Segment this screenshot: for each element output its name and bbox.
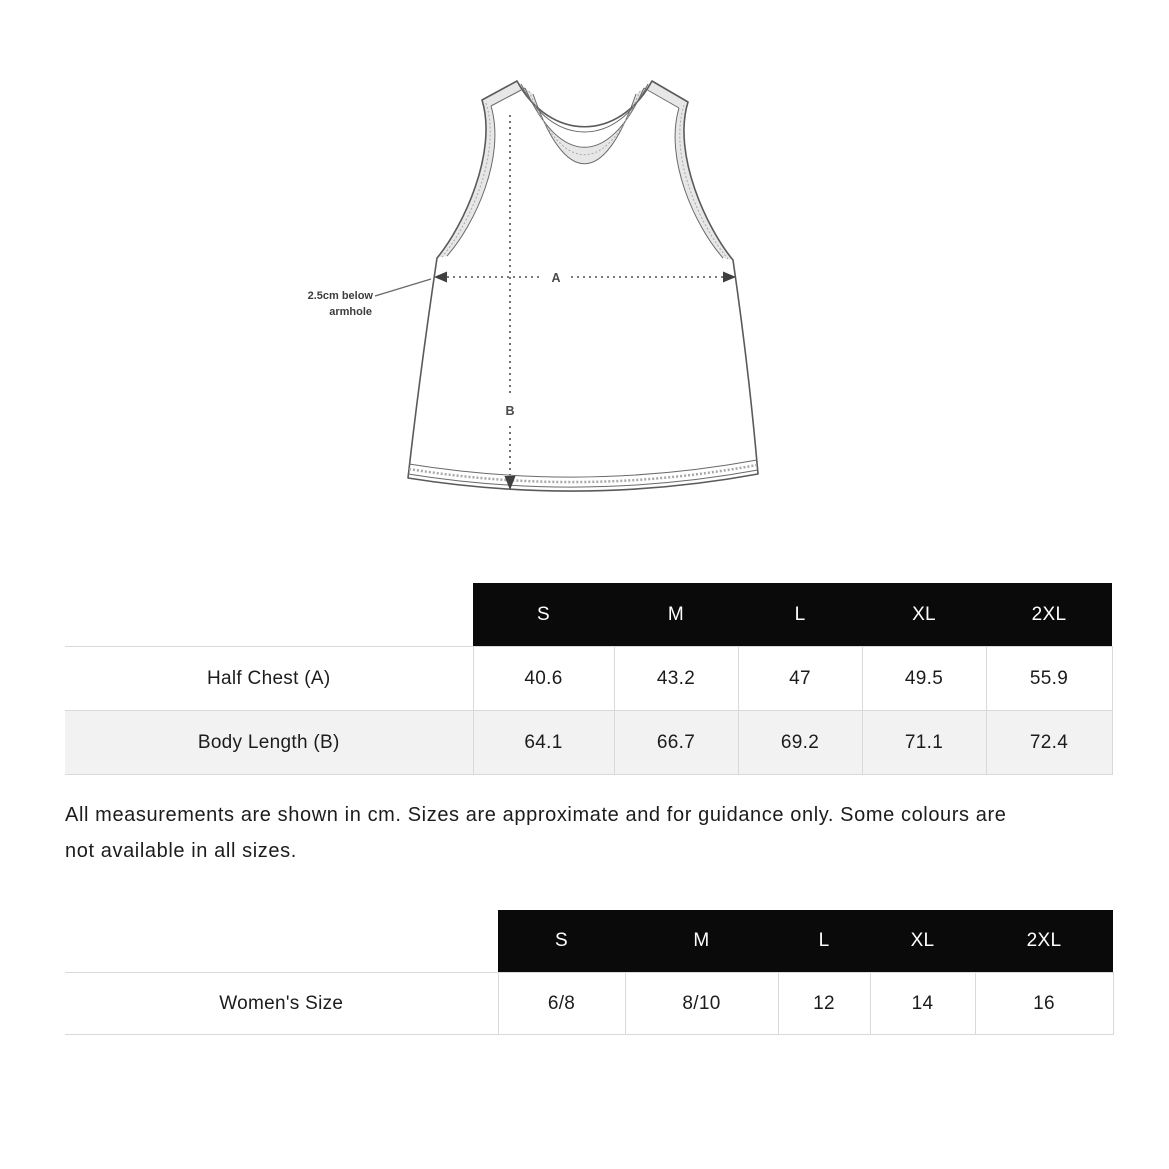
value-cell: 55.9 bbox=[986, 647, 1112, 711]
value-cell: 49.5 bbox=[862, 647, 986, 711]
womens-size-row bbox=[65, 973, 1113, 1035]
size-conversion-table bbox=[65, 910, 1114, 1035]
half-chest-row bbox=[65, 647, 1112, 711]
note-line-1: All measurements are shown in cm. Sizes are approximate and for guidance only. Some colours are bbox=[65, 804, 1007, 826]
measurements-note bbox=[65, 797, 1135, 869]
measurements-header-row bbox=[65, 583, 1112, 647]
value-cell: 72.4 bbox=[986, 711, 1112, 775]
column-header-m: M bbox=[614, 583, 738, 647]
arrow-right-icon bbox=[723, 272, 736, 283]
annotation-line2: armhole bbox=[329, 306, 372, 318]
corner-cell bbox=[65, 583, 473, 647]
column-header-s: S bbox=[473, 583, 614, 647]
value-cell: 69.2 bbox=[738, 711, 862, 775]
dimension-a bbox=[434, 271, 736, 285]
value-cell: 64.1 bbox=[473, 711, 614, 775]
garment-outline bbox=[408, 81, 758, 491]
value-cell: 43.2 bbox=[614, 647, 738, 711]
column-header-xl: XL bbox=[870, 910, 975, 973]
measurements-table bbox=[65, 583, 1113, 775]
column-header-s: S bbox=[498, 910, 625, 973]
value-cell: 12 bbox=[778, 973, 870, 1035]
column-header-l: L bbox=[778, 910, 870, 973]
annotation-line1: 2.5cm below bbox=[307, 290, 373, 302]
note-line-2: not available in all sizes. bbox=[65, 840, 297, 862]
arrow-down-icon bbox=[505, 476, 516, 490]
value-cell: 71.1 bbox=[862, 711, 986, 775]
column-header-2xl: 2XL bbox=[986, 583, 1112, 647]
body-length-label: B bbox=[505, 404, 515, 418]
arrow-left-icon bbox=[434, 272, 447, 283]
tank-top-diagram bbox=[295, 72, 775, 502]
value-cell: 47 bbox=[738, 647, 862, 711]
value-cell: 66.7 bbox=[614, 711, 738, 775]
row-label: Body Length (B) bbox=[65, 711, 473, 775]
armhole-annotation bbox=[308, 279, 431, 318]
row-label: Half Chest (A) bbox=[65, 647, 473, 711]
value-cell: 14 bbox=[870, 973, 975, 1035]
callout-line bbox=[375, 279, 431, 296]
conversion-header-row bbox=[65, 910, 1113, 973]
body-length-row bbox=[65, 711, 1112, 775]
value-cell: 8/10 bbox=[625, 973, 778, 1035]
column-header-2xl: 2XL bbox=[975, 910, 1113, 973]
value-cell: 6/8 bbox=[498, 973, 625, 1035]
corner-cell bbox=[65, 910, 498, 973]
column-header-xl: XL bbox=[862, 583, 986, 647]
column-header-m: M bbox=[625, 910, 778, 973]
column-header-l: L bbox=[738, 583, 862, 647]
half-chest-label: A bbox=[551, 271, 561, 285]
value-cell: 16 bbox=[975, 973, 1113, 1035]
row-label: Women's Size bbox=[65, 973, 498, 1035]
dimension-b bbox=[505, 115, 516, 490]
value-cell: 40.6 bbox=[473, 647, 614, 711]
seam-lines bbox=[408, 84, 758, 487]
